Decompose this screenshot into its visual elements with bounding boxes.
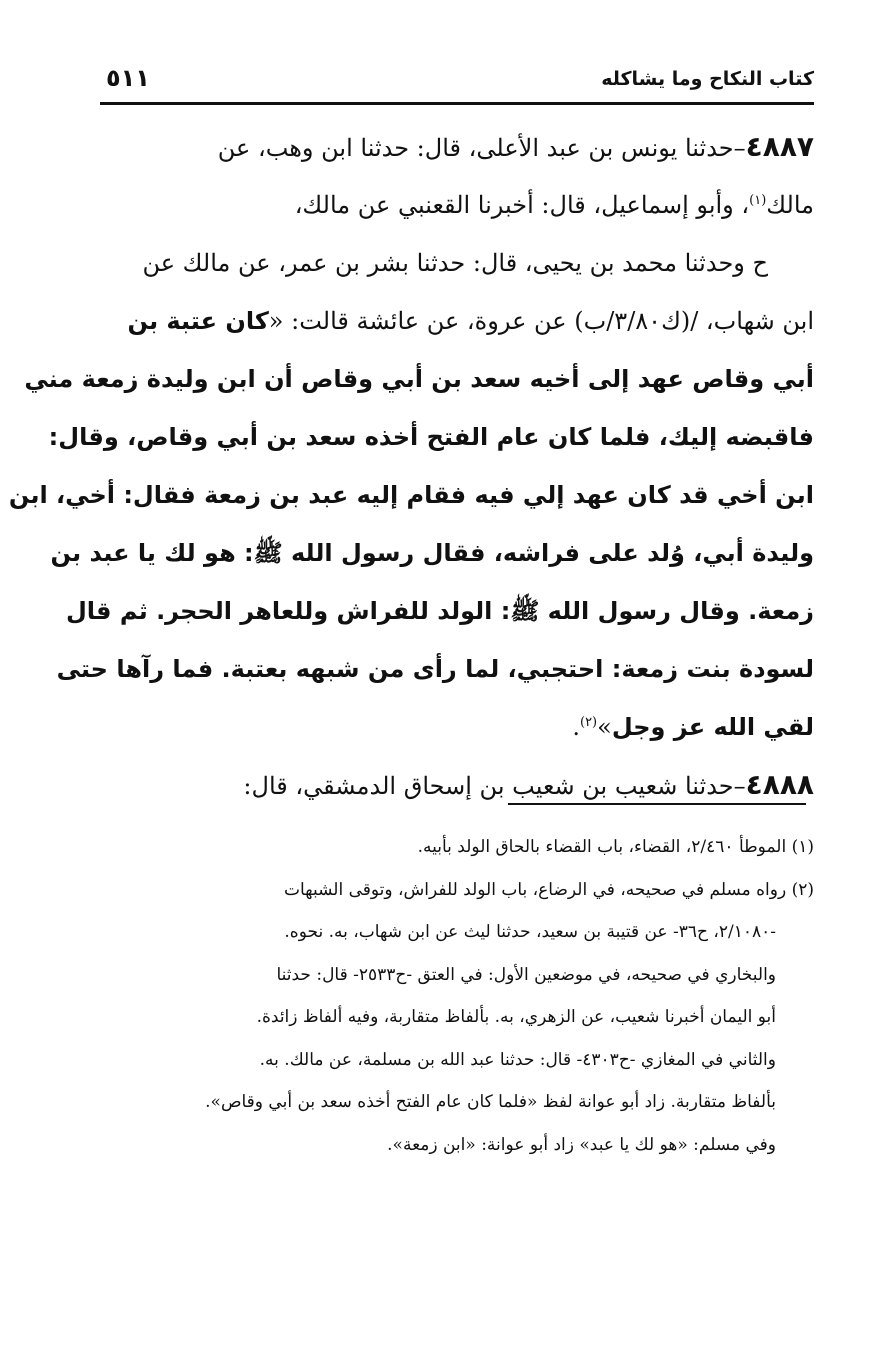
footnote-2-line: وفي مسلم: «هو لك يا عبد» زاد أبو عوانة: «ابن زمعة». bbox=[387, 1134, 776, 1155]
hadith-4887-line-10: لسودة بنت زمعة: احتجبي، لما رأى من شبهه بعتبة. فما رآها حتى bbox=[56, 655, 814, 683]
hadith-4888-line-1 bbox=[100, 756, 814, 814]
text-segment: مالك bbox=[766, 191, 814, 219]
hadith-4887-line-5: أبي وقاص عهد إلى أخيه سعد بن أبي وقاص أن ابن وليدة زمعة مني bbox=[24, 365, 814, 393]
text-segment: –حدثنا شعيب بن شعيب بن إسحاق الدمشقي، قال: bbox=[243, 772, 746, 800]
chapter-title: كتاب النكاح وما يشاكله bbox=[601, 68, 814, 90]
hadith-4887-line-9: زمعة. وقال رسول الله ﷺ: الولد للفراش وللعاهر الحجر. ثم قال bbox=[65, 597, 814, 625]
text-segment: ، وأبو إسماعيل، قال: أخبرنا القعنبي عن مالك، bbox=[294, 191, 750, 219]
hadith-4887-line-7: ابن أخي قد كان عهد إلي فيه فقام إليه عبد بن زمعة فقال: أخي، ابن bbox=[8, 481, 814, 509]
footnote-2-line: والبخاري في صحيحه، في موضعين الأول: في العتق -ح٢٥٣٣- قال: حدثنا bbox=[276, 964, 776, 985]
hadith-4887-line-11 bbox=[100, 698, 814, 756]
footnote-2-line: بألفاظ متقاربة. زاد أبو عوانة لفظ «فلما كان عام الفتح أخذه سعد بن أبي وقاص». bbox=[205, 1092, 776, 1112]
closing-quote: » bbox=[597, 713, 612, 741]
bold-text-segment: لقي الله عز وجل bbox=[611, 713, 814, 741]
footnote-marker: (١) bbox=[749, 193, 767, 208]
hadith-4887-line-2 bbox=[100, 176, 814, 234]
text-segment: –حدثنا يونس بن عبد الأعلى، قال: حدثنا ابن وهب، عن bbox=[217, 134, 746, 162]
footnote-2-line: (٢) رواه مسلم في صحيحه، في الرضاع، باب الولد للفراش، وتوقى الشبهات bbox=[283, 879, 814, 900]
hadith-number: ٤٨٨٧ bbox=[745, 130, 814, 163]
footnote-1: (١) الموطأ ٢/٤٦٠، القضاء، باب القضاء بالحاق الولد بأبيه. bbox=[417, 837, 814, 857]
main-text bbox=[8, 118, 814, 814]
footnote-2-line: -٢/١٠٨٠، ح٣٦- عن قتيبة بن سعيد، حدثنا ليث عن ابن شهاب، به. نحوه. bbox=[284, 922, 776, 942]
hadith-4887-line-6: فاقبضه إليك، فلما كان عام الفتح أخذه سعد بن أبي وقاص، وقال: bbox=[48, 423, 814, 451]
hadith-4887-line-4 bbox=[100, 292, 814, 350]
footnotes bbox=[96, 826, 814, 1166]
footnote-separator bbox=[508, 803, 806, 805]
footnote-marker: (٢) bbox=[579, 715, 598, 730]
hadith-4887-line-8: وليدة أبي، وُلد على فراشه، فقال رسول الله ﷺ: هو لك يا عبد بن bbox=[50, 539, 814, 567]
footnote-2-line: والثاني في المغازي -ح٤٣٠٣- قال: حدثنا عبد الله بن مسلمة، عن مالك. به. bbox=[259, 1049, 776, 1070]
text-segment: ابن شهاب، /(ك٣/٨٠/ب) عن عروة، عن عائشة قالت: « bbox=[268, 307, 814, 335]
hadith-4887-line-1 bbox=[100, 118, 814, 176]
text-segment: . bbox=[572, 713, 580, 741]
running-header bbox=[100, 62, 814, 105]
footnote-2-line: أبو اليمان أخبرنا شعيب، عن الزهري، به. بألفاظ متقاربة، وفيه ألفاظ زائدة. bbox=[256, 1007, 776, 1027]
bold-text-segment: كان عتبة بن bbox=[127, 307, 269, 335]
hadith-number: ٤٨٨٨ bbox=[745, 768, 814, 801]
hadith-4887-line-3: ح وحدثنا محمد بن يحيى، قال: حدثنا بشر بن عمر، عن مالك عن bbox=[142, 249, 768, 277]
page-number: ٥١١ bbox=[106, 64, 150, 92]
